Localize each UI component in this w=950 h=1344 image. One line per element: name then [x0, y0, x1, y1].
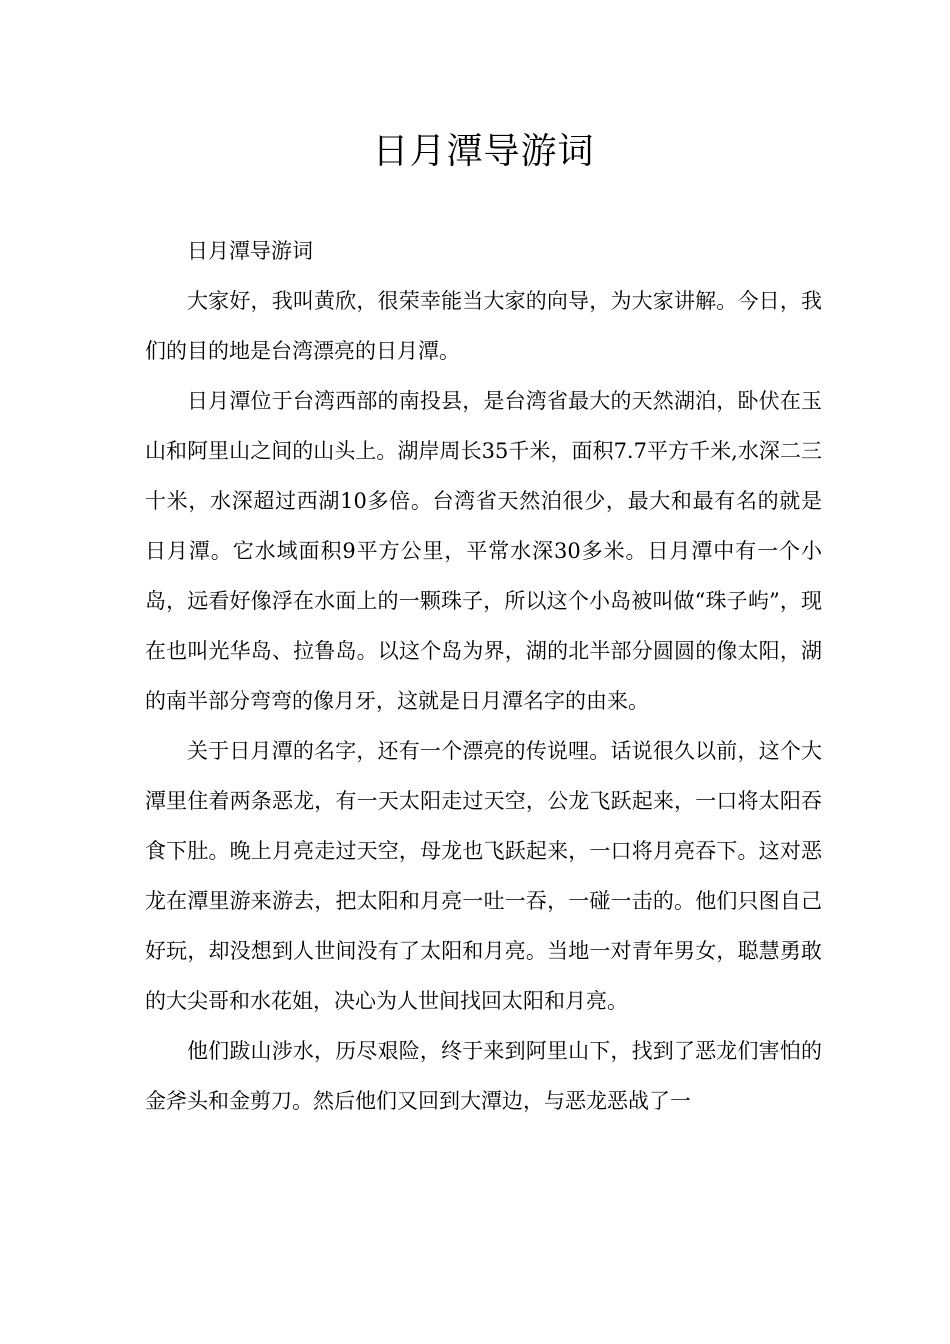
- document-title: 日月潭导游词: [372, 131, 595, 172]
- paragraph-legend: 关于日月潭的名字，还有一个漂亮的传说哩。话说很久以前，这个大潭里住着两条恶龙，有一天太阳走过天空，公龙飞跃起来，一口将太阳吞食下肚。晚上月亮走过天空，母龙也飞跃起来，一口将月亮吞下。这对恶龙在潭里游来游去，把太阳和月亮一吐一吞，一碰一击的。他们只图自己好玩，却没想到人世间没有了太阳和月亮。当地一对青年男女，聪慧勇敢的大尖哥和水花姐，决心为人世间找回太阳和月亮。: [145, 739, 822, 1013]
- paragraph-subtitle: 日月潭导游词: [187, 239, 313, 263]
- document-body: [145, 226, 822, 1126]
- paragraph-journey: 他们跋山涉水，历尽艰险，终于来到阿里山下，找到了恶龙们害怕的金斧头和金剪刀。然后他们又回到大潭边，与恶龙恶战了一: [145, 1039, 822, 1113]
- paragraph-greeting: 大家好，我叫黄欣，很荣幸能当大家的向导，为大家讲解。今日，我们的目的地是台湾漂亮的日月潭。: [145, 289, 822, 363]
- paragraph-location: 日月潭位于台湾西部的南投县，是台湾省最大的天然湖泊，卧伏在玉山和阿里山之间的山头上。湖岸周长35千米，面积7.7平方千米,水深二三十米，水深超过西湖10多倍。台湾省天然泊很少，最大和最有名的就是日月潭。它水域面积9平方公里，平常水深30多米。日月潭中有一个小岛，远看好像浮在水面上的一颗珠子，所以这个小岛被叫做“珠子屿”，现在也叫光华岛、拉鲁岛。以这个岛为界，湖的北半部分圆圆的像太阳，湖的南半部分弯弯的像月牙，这就是日月潭名字的由来。: [145, 389, 822, 713]
